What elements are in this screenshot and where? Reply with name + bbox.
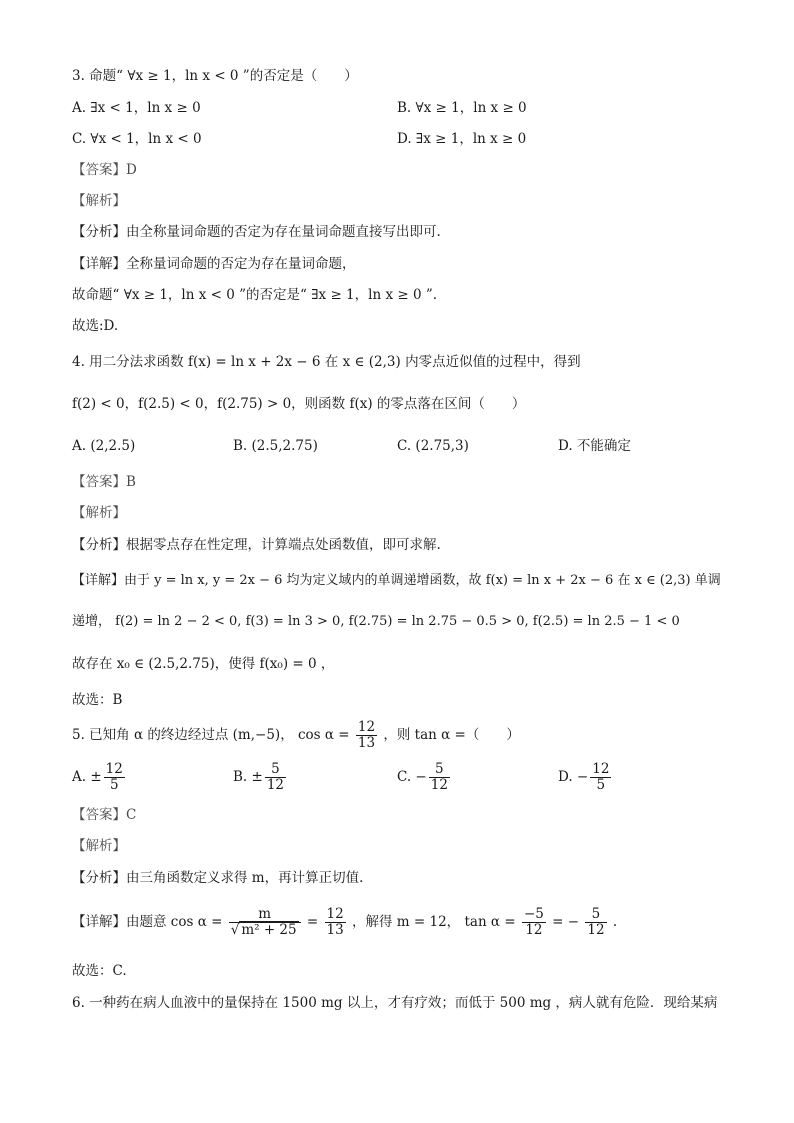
q5-m-fraction bbox=[229, 907, 301, 938]
q5-end: . bbox=[612, 914, 618, 930]
q3-option-b: B. ∀x ≥ 1，ln x ≥ 0 bbox=[397, 100, 527, 116]
q3-jiexi: 【解析】 bbox=[72, 193, 126, 209]
q3-xiangjie-2: 故命题“ ∀x ≥ 1，ln x < 0 ”的否定是“ ∃x ≥ 1，ln x ≥ 0 ”. bbox=[72, 287, 438, 303]
q5-option-a-label: A. ± bbox=[72, 769, 102, 785]
q5-eq2: = − bbox=[552, 914, 580, 930]
q5-xiangjie bbox=[72, 902, 617, 942]
q5-option-a-den: 5 bbox=[109, 777, 119, 793]
q5-option-a-num: 12 bbox=[105, 761, 123, 777]
q5-eq: = bbox=[306, 914, 319, 930]
q5-xiangjie-pre: 【详解】由题意 cos α = bbox=[72, 914, 223, 930]
q5-neg5-12-fraction bbox=[522, 907, 546, 938]
q3-option-c: C. ∀x < 1，ln x < 0 bbox=[72, 131, 202, 147]
q4-stem: 4. 用二分法求函数 f(x) = ln x + 2x − 6 在 x ∈ (2,3) 内零点近似值的过程中，得到 bbox=[72, 354, 581, 370]
q5-option-c-fraction bbox=[429, 762, 450, 793]
q5-option-c bbox=[397, 760, 452, 794]
q5-option-c-label: C. − bbox=[397, 769, 427, 785]
q5-option-b bbox=[233, 760, 288, 794]
q5-den4: 12 bbox=[587, 922, 605, 938]
q5-jiexi: 【解析】 bbox=[72, 838, 126, 854]
q3-xiangjie: 【详解】全称量词命题的否定为存在量词命题， bbox=[72, 256, 356, 272]
q4-answer: 【答案】B bbox=[72, 474, 136, 490]
q5-option-c-num: 5 bbox=[429, 762, 450, 778]
q4-xiangjie-3: 故存在 x₀ ∈ (2.5,2.75)，使得 f(x₀) = 0 ， bbox=[72, 656, 335, 672]
q3-option-a: A. ∃x < 1，ln x ≥ 0 bbox=[72, 100, 201, 116]
q5-m-den: √ m² + 25 bbox=[230, 922, 297, 938]
q5-option-d-label: D. − bbox=[558, 769, 589, 785]
q5-den2: 13 bbox=[326, 922, 344, 938]
q4-xiangjie: 【详解】由于 y = ln x, y = 2x − 6 均为定义域内的单调递增函数，故 f(x) = ln x + 2x − 6 在 x ∈ (2,3) 单调 bbox=[72, 573, 721, 588]
q3-stem: 3. 命题“ ∀x ≥ 1，ln x < 0 ”的否定是（ ） bbox=[72, 68, 358, 84]
q3-choose: 故选:D. bbox=[72, 318, 119, 334]
q4-option-b: B. (2.5,2.75) bbox=[233, 438, 318, 454]
q5-stem bbox=[72, 718, 520, 752]
q4-xiangjie-2: 递增， f(2) = ln 2 − 2 < 0, f(3) = ln 3 > 0, f(2.75) = ln 2.75 − 0.5 > 0, f(2.5) = ln 2.5 − 1 < 0 bbox=[72, 614, 680, 629]
q3-answer: 【答案】D bbox=[72, 162, 137, 178]
q5-m-den-inner: m² + 25 bbox=[241, 922, 297, 938]
q5-option-d-num: 12 bbox=[592, 761, 610, 777]
q5-option-d bbox=[558, 760, 613, 794]
q5-num4: 5 bbox=[585, 907, 606, 923]
q5-option-a-fraction bbox=[104, 762, 125, 793]
q5-option-b-num: 5 bbox=[265, 762, 286, 778]
q5-option-b-den: 12 bbox=[266, 777, 285, 793]
q6-stem: 6. 一种药在病人血液中的量保持在 1500 mg 以上，才有疗效；而低于 500 mg ，病人就有危险．现给某病 bbox=[72, 995, 718, 1011]
q4-choose: 故选：B bbox=[72, 692, 123, 708]
q5-den3: 12 bbox=[525, 922, 543, 938]
q3-fenxi: 【分析】由全称量词命题的否定为存在量词命题直接写出即可. bbox=[72, 224, 441, 240]
q4-option-c: C. (2.75,3) bbox=[397, 438, 469, 454]
q4-jiexi: 【解析】 bbox=[72, 505, 126, 521]
q5-option-d-den: 5 bbox=[596, 777, 606, 793]
q5-fenxi: 【分析】由三角函数定义求得 m，再计算正切值. bbox=[72, 870, 364, 886]
q5-option-b-label: B. ± bbox=[233, 769, 263, 785]
q5-option-a bbox=[72, 760, 127, 794]
q5-option-c-den: 12 bbox=[430, 777, 448, 793]
q3-option-d: D. ∃x ≥ 1，ln x ≥ 0 bbox=[397, 131, 527, 147]
q5-5-12-fraction bbox=[585, 907, 606, 938]
q5-cos-fraction bbox=[356, 720, 377, 751]
q5-cos-num: 12 bbox=[357, 719, 376, 735]
q5-mid: ，解得 m = 12， tan α = bbox=[352, 914, 516, 930]
q5-choose: 故选：C. bbox=[72, 963, 127, 979]
q5-num3: −5 bbox=[523, 906, 544, 922]
q5-12-13-fraction bbox=[325, 907, 346, 938]
q5-option-d-fraction bbox=[590, 762, 611, 793]
q5-answer: 【答案】C bbox=[72, 807, 137, 823]
q4-option-a: A. (2,2.5) bbox=[72, 438, 136, 454]
q5-num2: 12 bbox=[326, 906, 344, 922]
q5-m-num: m bbox=[229, 907, 301, 923]
q5-cos-den: 13 bbox=[357, 735, 376, 751]
q5-option-b-fraction bbox=[265, 762, 286, 793]
q4-fenxi: 【分析】根据零点存在性定理，计算端点处函数值，即可求解. bbox=[72, 537, 441, 553]
q5-stem-pre: 5. 已知角 α 的终边经过点 (m,−5)， cos α = bbox=[72, 727, 350, 743]
q4-stem-2: f(2) < 0，f(2.5) < 0，f(2.75) > 0，则函数 f(x) 的零点落在区间（ ） bbox=[72, 396, 526, 412]
q4-option-d: D. 不能确定 bbox=[558, 438, 631, 454]
q5-stem-post: ，则 tan α =（ ） bbox=[383, 727, 520, 743]
